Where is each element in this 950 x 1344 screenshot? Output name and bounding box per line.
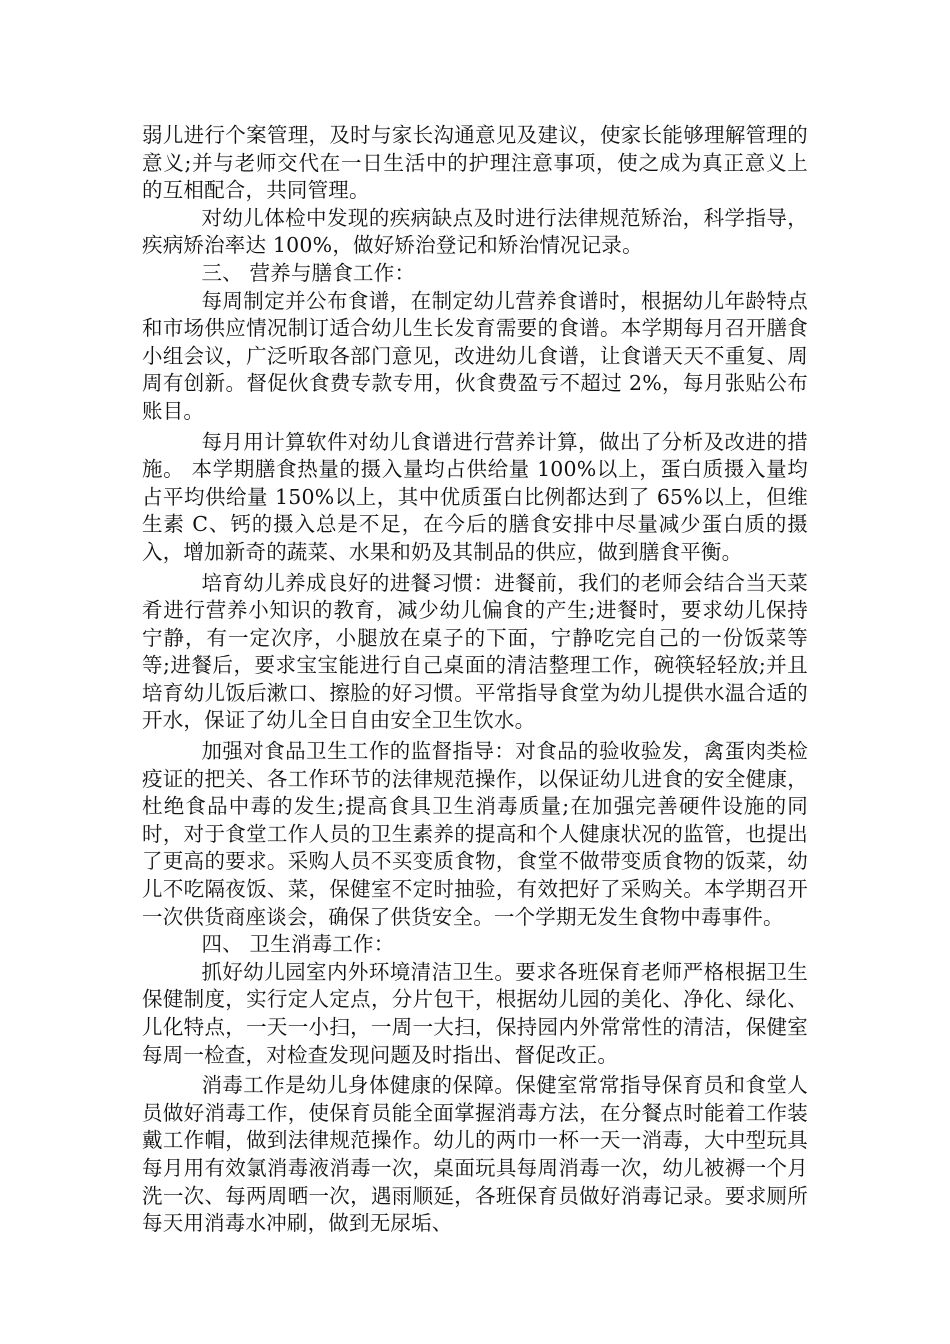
paragraph-continuation: 弱儿进行个案管理，及时与家长沟通意见及建议，使家长能够理解管理的意义;并与老师交代在一日生活中的护理注意事项，使之成为真正意义上的互相配合，共同管理。 xyxy=(142,123,808,203)
paragraph-eating-habits: 培育幼儿养成良好的进餐习惯：进餐前，我们的老师会结合当天菜肴进行营养小知识的教育，减少幼儿偏食的产生;进餐时，要求幼儿保持宁静，有一定次序，小腿放在桌子的下面，宁静吃完自己的一份饭菜等等;进餐后，要求宝宝能进行自己桌面的清洁整理工作，碗筷轻轻放;并且培育幼儿饭后漱口、擦脸的好习惯。平常指导食堂为幼儿提供水温合适的开水，保证了幼儿全日自由安全卫生饮水。 xyxy=(142,570,808,733)
paragraph-illness-correction: 对幼儿体检中发现的疾病缺点及时进行法律规范矫治，科学指导，疾病矫治率达 100%，做好矫治登记和矫治情况记录。 xyxy=(142,205,808,258)
paragraph-weekly-menu: 每周制定并公布食谱，在制定幼儿营养食谱时，根据幼儿年龄特点和市场供应情况制订适合幼儿生长发育需要的食谱。本学期每月召开膳食小组会议，广泛听取各部门意见，改进幼儿食谱，让食谱天天不重复、周周有创新。督促伙食费专款专用，伙食费盈亏不超过 2%，每月张贴公布账目。 xyxy=(142,288,808,423)
paragraph-food-hygiene: 加强对食品卫生工作的监督指导：对食品的验收验发，禽蛋肉类检疫证的把关、各工作环节的法律规范操作，以保证幼儿进食的安全健康，杜绝食品中毒的发生;提高食具卫生消毒质量;在加强完善硬件设施的同时，对于食堂工作人员的卫生素养的提高和个人健康状况的监管，也提出了更高的要求。采购人员不买变质食物，食堂不做带变质食物的饭菜，幼儿不吃隔夜饭、菜，保健室不定时抽验，有效把好了采购关。本学期召开一次供货商座谈会，确保了供货安全。一个学期无发生食物中毒事件。 xyxy=(142,739,808,929)
paragraph-nutrition-calculation: 每月用计算软件对幼儿食谱进行营养计算，做出了分析及改进的措施。 本学期膳食热量的摄入量均占供给量 100%以上，蛋白质摄入量均占平均供给量 150%以上，其中优质蛋白比例都达到了 65%以上，但维生素 C、钙的摄入总是不足，在今后的膳食安排中尽量减少蛋白质的摄入，增加新奇的蔬菜、水果和奶及其制品的供应，做到膳食平衡。 xyxy=(142,429,808,564)
section-heading-disinfection: 四、 卫生消毒工作： xyxy=(201,932,395,957)
document-body xyxy=(142,122,808,1238)
paragraph-disinfection-work: 消毒工作是幼儿身体健康的保障。保健室常常指导保育员和食堂人员做好消毒工作，使保育员能全面掌握消毒方法，在分餐点时能着工作装戴工作帽，做到法律规范操作。幼儿的两巾一杯一天一消毒，大中型玩具每月用有效氯消毒液消毒一次，桌面玩具每周消毒一次，幼儿被褥一个月洗一次、每两周晒一次，遇雨顺延，各班保育员做好消毒记录。要求厕所每天用消毒水冲刷，做到无尿垢、 xyxy=(142,1073,808,1236)
section-heading-nutrition: 三、 营养与膳食工作： xyxy=(201,260,416,285)
paragraph-environment-cleaning: 抓好幼儿园室内外环境清洁卫生。要求各班保育老师严格根据卫生保健制度，实行定人定点，分片包干，根据幼儿园的美化、净化、绿化、儿化特点，一天一小扫，一周一大扫，保持园内外常常性的清洁，保健室每周一检查，对检查发现问题及时指出、督促改正。 xyxy=(142,959,808,1067)
